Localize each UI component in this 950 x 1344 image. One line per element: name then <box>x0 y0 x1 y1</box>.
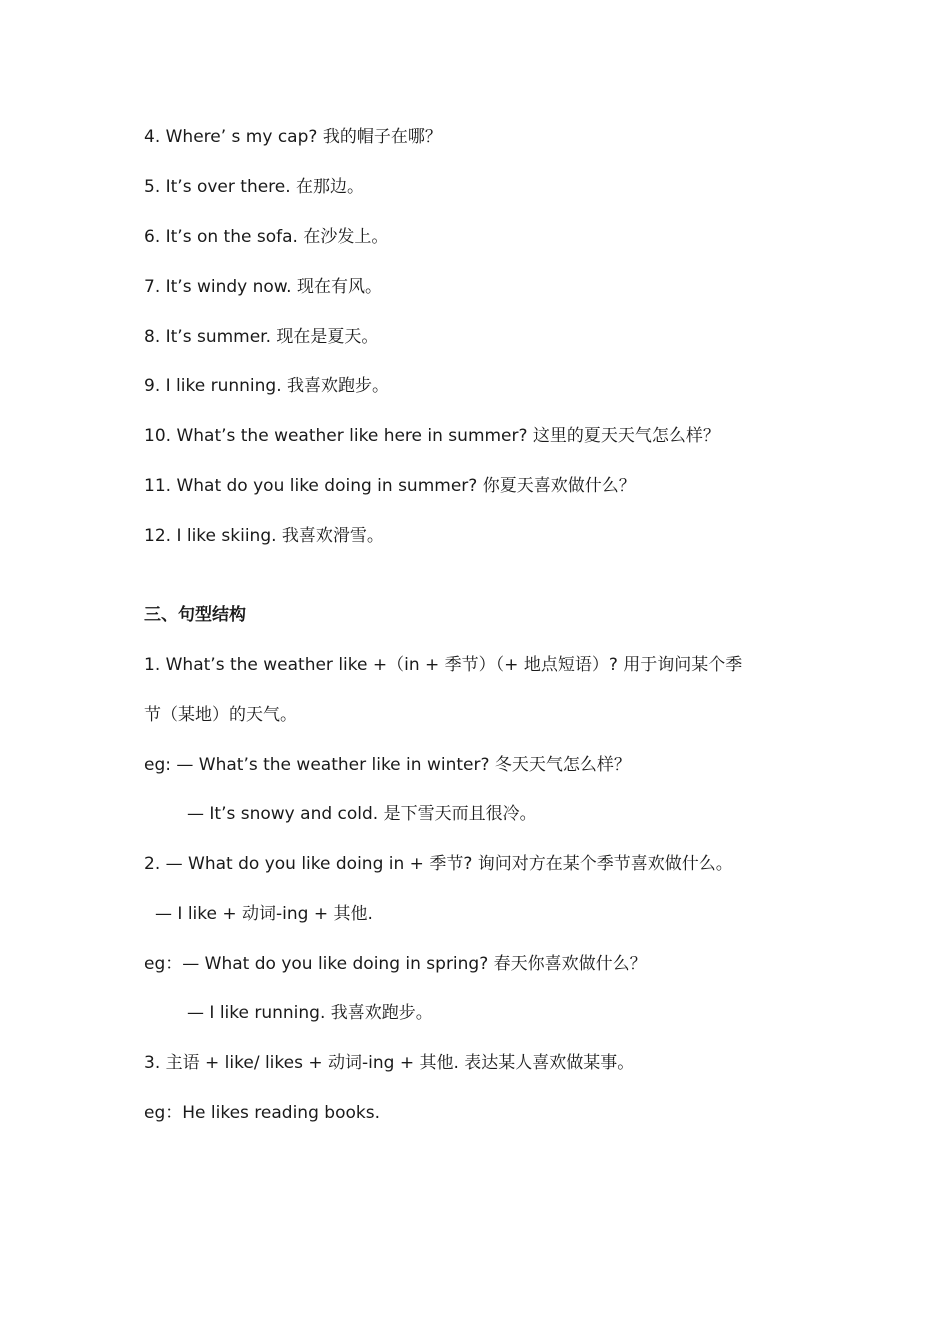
sentence-6: 6. It’s on the sofa. 在沙发上。 <box>144 227 389 247</box>
sentence-11: 11. What do you like doing in summer? 你夏天喜欢做什么？ <box>144 476 636 496</box>
sentence-8: 8. It’s summer. 现在是夏天。 <box>144 327 379 347</box>
section-heading: 三、句型结构 <box>144 605 246 625</box>
structure-2-example-answer: — I like running. 我喜欢跑步。 <box>187 1003 433 1023</box>
structure-1-example-question: eg: — What’s the weather like in winter? 冬天天气怎么样？ <box>144 755 631 775</box>
structure-1-line-1: 1. What’s the weather like +（in + 季节）（+ 地点短语）? 用于询问某个季 <box>144 655 743 675</box>
sentence-4: 4. Where’ s my cap? 我的帽子在哪？ <box>144 127 442 147</box>
sentence-12: 12. I like skiing. 我喜欢滑雪。 <box>144 526 384 546</box>
sentence-7: 7. It’s windy now. 现在有风。 <box>144 277 382 297</box>
structure-2-example-question: eg：— What do you like doing in spring? 春天你喜欢做什么？ <box>144 954 647 974</box>
structure-1-example-answer: — It’s snowy and cold. 是下雪天而且很冷。 <box>187 804 537 824</box>
sentence-5: 5. It’s over there. 在那边。 <box>144 177 365 197</box>
sentence-10: 10. What’s the weather like here in summer? 这里的夏天天气怎么样？ <box>144 426 720 446</box>
structure-1-line-2: 节（某地）的天气。 <box>144 705 297 725</box>
structure-3-example: eg：He likes reading books. <box>144 1103 380 1123</box>
structure-2-line-2: — I like + 动词-ing + 其他. <box>155 904 373 924</box>
sentence-9: 9. I like running. 我喜欢跑步。 <box>144 376 389 396</box>
structure-2-line-1: 2. — What do you like doing in + 季节? 询问对方在某个季节喜欢做什么。 <box>144 854 733 874</box>
structure-3-line-1: 3. 主语 + like/ likes + 动词-ing + 其他. 表达某人喜欢做某事。 <box>144 1053 635 1073</box>
